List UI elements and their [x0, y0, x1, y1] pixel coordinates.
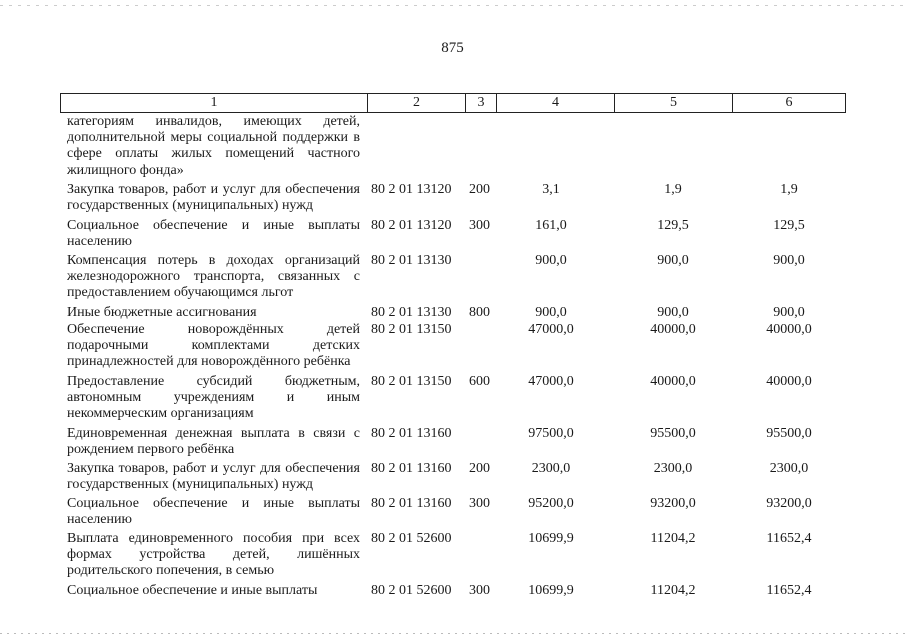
- row-value-2: 1,9: [664, 182, 682, 197]
- header-col-4: 4: [496, 94, 614, 112]
- row-value-2: 900,0: [657, 305, 689, 320]
- row-value-3: 11652,4: [766, 531, 812, 546]
- row-value-3: 11652,4: [766, 583, 812, 598]
- row-value-2: 129,5: [657, 218, 689, 233]
- table-row: [0, 182, 905, 218]
- row-value-1: 161,0: [535, 218, 567, 233]
- row-type: 600: [469, 374, 490, 389]
- row-type: 300: [469, 218, 490, 233]
- row-type: 800: [469, 305, 490, 320]
- table-row: [0, 253, 905, 305]
- row-type: 200: [469, 182, 490, 197]
- row-value-1: 900,0: [535, 305, 567, 320]
- row-value-2: 40000,0: [650, 374, 696, 389]
- row-code: 80 2 01 13130: [371, 305, 452, 320]
- page-number: 875: [441, 40, 464, 56]
- row-value-3: 900,0: [773, 305, 805, 320]
- row-code: 80 2 01 13160: [371, 496, 452, 511]
- row-code: 80 2 01 13160: [371, 426, 452, 441]
- row-value-2: 40000,0: [650, 322, 696, 337]
- row-value-3: 40000,0: [766, 322, 812, 337]
- row-type: 200: [469, 461, 490, 476]
- table-row: [0, 218, 905, 253]
- row-value-1: 10699,9: [528, 583, 574, 598]
- row-name: Выплата единовременного пособия при всех формах устройства детей, лишённых родительского попечения, в семью: [67, 531, 360, 579]
- table-row: [0, 426, 905, 461]
- row-code: 80 2 01 13120: [371, 218, 452, 233]
- table-row: [0, 322, 905, 374]
- row-value-2: 93200,0: [650, 496, 696, 511]
- row-name: Закупка товаров, работ и услуг для обеспечения государственных (муниципальных) нужд: [67, 461, 360, 493]
- row-code: 80 2 01 13120: [371, 182, 452, 197]
- row-value-3: 95500,0: [766, 426, 812, 441]
- table-row: [0, 496, 905, 531]
- row-value-1: 47000,0: [528, 374, 574, 389]
- row-value-2: 95500,0: [650, 426, 696, 441]
- row-code: 80 2 01 13160: [371, 461, 452, 476]
- table-header: [60, 93, 846, 113]
- row-name: Иные бюджетные ассигнования: [67, 305, 257, 320]
- row-value-1: 2300,0: [531, 461, 571, 476]
- row-name: Социальное обеспечение и иные выплаты: [67, 583, 318, 598]
- table-row: [0, 461, 905, 496]
- row-value-1: 10699,9: [528, 531, 574, 546]
- row-name: Закупка товаров, работ и услуг для обеспечения государственных (муниципальных) нужд: [67, 182, 360, 214]
- row-name: Единовременная денежная выплата в связи с рождением первого ребёнка: [67, 426, 360, 458]
- row-value-3: 93200,0: [766, 496, 812, 511]
- table-row: [0, 114, 905, 182]
- row-name: Предоставление субсидий бюджетным, автономным учреждениям и иным некоммерческим организациям: [67, 374, 360, 422]
- table-body: [0, 114, 905, 601]
- row-value-3: 129,5: [773, 218, 805, 233]
- header-col-2: 2: [367, 94, 465, 112]
- row-value-1: 95200,0: [528, 496, 574, 511]
- row-name: категориям инвалидов, имеющих детей, дополнительной меры социальной поддержки в сфере оплаты жилых помещений частного жилищного фонда»: [67, 114, 360, 178]
- row-value-3: 900,0: [773, 253, 805, 268]
- row-name: Компенсация потерь в доходах организаций железнодорожного транспорта, связанных с предоставлением обучающимся льгот: [67, 253, 360, 301]
- row-value-1: 900,0: [535, 253, 567, 268]
- row-code: 80 2 01 13150: [371, 322, 452, 337]
- row-value-1: 97500,0: [528, 426, 574, 441]
- row-value-3: 2300,0: [769, 461, 809, 476]
- row-value-1: 47000,0: [528, 322, 574, 337]
- row-value-2: 2300,0: [653, 461, 693, 476]
- table-row: [0, 305, 905, 322]
- row-code: 80 2 01 52600: [371, 583, 452, 598]
- row-value-3: 40000,0: [766, 374, 812, 389]
- row-name: Социальное обеспечение и иные выплаты населению: [67, 218, 360, 250]
- row-type: 300: [469, 496, 490, 511]
- row-code: 80 2 01 52600: [371, 531, 452, 546]
- row-name: Социальное обеспечение и иные выплаты населению: [67, 496, 360, 528]
- row-value-3: 1,9: [780, 182, 798, 197]
- table-row: [0, 374, 905, 426]
- header-col-5: 5: [614, 94, 732, 112]
- row-value-2: 11204,2: [650, 531, 696, 546]
- header-col-1: 1: [210, 95, 218, 110]
- row-value-1: 3,1: [542, 182, 560, 197]
- row-code: 80 2 01 13130: [371, 253, 452, 268]
- table-row: [0, 531, 905, 583]
- row-type: 300: [469, 583, 490, 598]
- header-col-3: 3: [465, 94, 496, 112]
- row-value-2: 11204,2: [650, 583, 696, 598]
- scan-top-edge: [0, 5, 905, 6]
- header-col-6: 6: [732, 94, 845, 112]
- scan-bottom-edge: [0, 633, 905, 634]
- row-value-2: 900,0: [657, 253, 689, 268]
- row-name: Обеспечение новорождённых детей подарочными комплектами детских принадлежностей для новорождённого ребёнка: [67, 322, 360, 370]
- table-row: [0, 583, 905, 601]
- row-code: 80 2 01 13150: [371, 374, 452, 389]
